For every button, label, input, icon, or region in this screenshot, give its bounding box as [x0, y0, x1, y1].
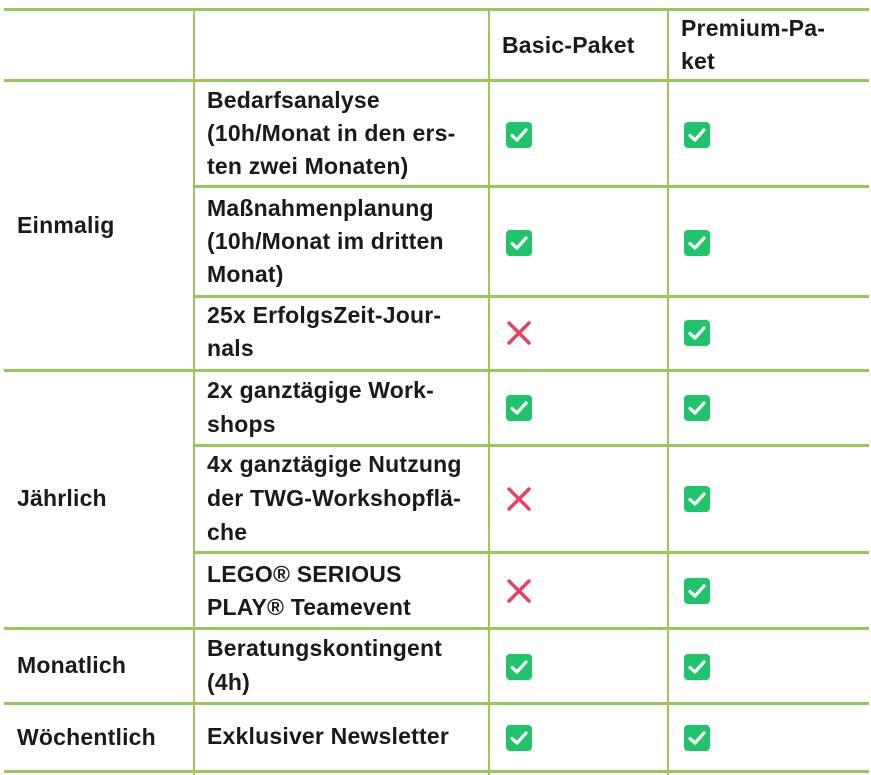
- item-line: 4x ganztägige Nutzung: [207, 451, 462, 477]
- category-einmalig: Einmalig: [17, 212, 115, 238]
- item-line: Maßnahmenplanung: [207, 195, 434, 221]
- item-line: shops: [207, 411, 276, 437]
- category-woechentlich: Wöchentlich: [17, 724, 156, 750]
- column-divider: [193, 8, 195, 775]
- check-icon: [506, 122, 532, 148]
- group-divider: [4, 369, 869, 372]
- group-divider: [4, 627, 869, 630]
- check-icon: [684, 654, 710, 680]
- row-divider: [195, 185, 869, 188]
- row-divider: [195, 551, 869, 554]
- check-icon: [506, 230, 532, 256]
- cross-icon: [505, 485, 533, 513]
- item-line: che: [207, 519, 248, 545]
- item-line: der TWG-Workshopflä-: [207, 485, 462, 511]
- item-line: 2x ganztägige Work-: [207, 377, 435, 403]
- item-line: LEGO® SERIOUS: [207, 561, 402, 587]
- item-line: nals: [207, 335, 254, 361]
- header-premium-paket-line2: ket: [681, 48, 715, 74]
- table-header-divider: [4, 79, 869, 82]
- check-icon: [506, 395, 532, 421]
- check-icon: [684, 486, 710, 512]
- item-line: (10h/Monat in den ers-: [207, 120, 456, 146]
- item-line: Bedarfsanalyse: [207, 87, 380, 113]
- header-basic-paket: Basic-Paket: [502, 32, 635, 58]
- item-line: Beratungskontingent: [207, 635, 443, 661]
- cross-icon: [505, 319, 533, 347]
- check-icon: [684, 230, 710, 256]
- item-line: (10h/Monat im dritten: [207, 228, 444, 254]
- category-monatlich: Monatlich: [17, 652, 127, 678]
- column-divider: [488, 8, 490, 775]
- check-icon: [684, 395, 710, 421]
- item-line: Exklusiver Newsletter: [207, 723, 449, 749]
- item-line: ten zwei Monaten): [207, 153, 409, 179]
- check-icon: [684, 122, 710, 148]
- column-divider: [667, 8, 669, 775]
- category-jaehrlich: Jährlich: [17, 485, 107, 511]
- group-divider: [4, 702, 869, 705]
- cross-icon: [505, 577, 533, 605]
- item-line: 25x ErfolgsZeit-Jour-: [207, 302, 442, 328]
- item-line: PLAY® Teamevent: [207, 594, 412, 620]
- header-premium-paket-line1: Premium-Pa-: [681, 15, 826, 41]
- check-icon: [684, 725, 710, 751]
- table-border-bottom: [4, 770, 869, 773]
- item-line: Monat): [207, 261, 284, 287]
- check-icon: [684, 578, 710, 604]
- item-line: (4h): [207, 669, 250, 695]
- check-icon: [506, 654, 532, 680]
- check-icon: [506, 725, 532, 751]
- check-icon: [684, 320, 710, 346]
